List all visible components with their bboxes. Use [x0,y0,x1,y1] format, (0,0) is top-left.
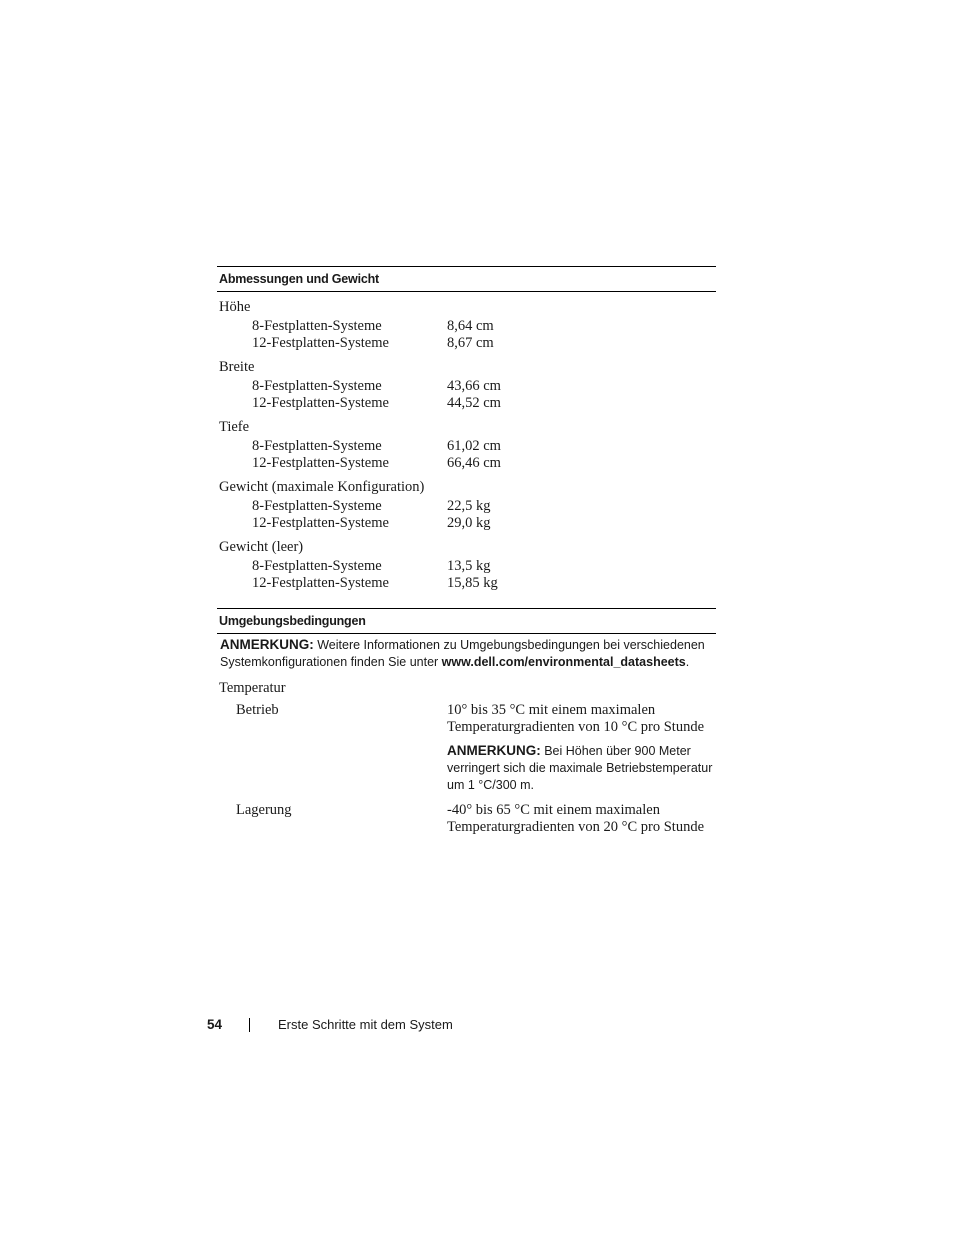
operating-note-text: Bei Höhen über 900 Meter verringert sich die maximale Betriebstemperatur um 1 °C/300 m. [447,744,713,792]
spec-row [217,558,716,575]
spec-row [217,395,716,412]
spec-row [217,498,716,515]
operating-note-label: ANMERKUNG: [447,743,541,758]
footer-divider [249,1018,250,1032]
spec-value: 61,02 cm [447,438,501,454]
dimensions-heading: Abmessungen und Gewicht [217,266,716,292]
note-text: Weitere Informationen zu Umgebungsbedingungen bei verschiedenen Systemkonfigurationen finden Sie unter [220,638,705,669]
spec-value: 8,67 cm [447,335,494,351]
spec-row [217,455,716,472]
spec-row [217,318,716,335]
note-label: ANMERKUNG: [220,637,314,652]
spec-key: 12-Festplatten-Systeme [252,395,389,411]
storage-value: -40° bis 65 °C mit einem maximalen Temperaturgradienten von 20 °C pro Stunde [447,802,704,835]
page-number: 54 [207,1017,223,1032]
spec-key: 12-Festplatten-Systeme [252,335,389,351]
spec-key: 8-Festplatten-Systeme [252,438,382,454]
spec-key: 8-Festplatten-Systeme [252,558,382,574]
spec-key: 8-Festplatten-Systeme [252,318,382,334]
spec-value: 44,52 cm [447,395,501,411]
spec-value: 29,0 kg [447,515,491,531]
footer-title: Erste Schritte mit dem System [278,1017,453,1032]
spec-key: 12-Festplatten-Systeme [252,455,389,471]
spec-key: 8-Festplatten-Systeme [252,378,382,394]
datasheet-link[interactable]: www.dell.com/environmental_datasheets [441,655,686,669]
spec-value: 13,5 kg [447,558,491,574]
spec-row [217,335,716,352]
operating-label: Betrieb [236,702,279,718]
operating-row [217,702,716,794]
spec-row [217,515,716,532]
operating-note [447,742,716,794]
spec-key: 12-Festplatten-Systeme [252,515,389,531]
storage-row [217,802,716,836]
spec-key: 12-Festplatten-Systeme [252,575,389,591]
storage-label: Lagerung [236,802,292,818]
spec-value: 8,64 cm [447,318,494,334]
environment-heading: Umgebungsbedingungen [217,608,716,634]
spec-row [217,378,716,395]
spec-row [217,438,716,455]
group-label-width: Breite [219,359,255,375]
group-label-height: Höhe [219,299,251,315]
spec-row [217,575,716,592]
spec-value: 15,85 kg [447,575,498,591]
environment-note [217,634,716,671]
spec-value: 66,46 cm [447,455,501,471]
note-text-end: . [685,655,690,669]
spec-value: 43,66 cm [447,378,501,394]
group-label-temperature: Temperatur [219,680,286,696]
specifications-table [217,266,716,836]
group-label-weight-max: Gewicht (maximale Konfiguration) [219,479,425,495]
group-label-weight-empty: Gewicht (leer) [219,539,304,555]
group-label-depth: Tiefe [219,419,250,435]
operating-value: 10° bis 35 °C mit einem maximalen Temperaturgradienten von 10 °C pro Stunde [447,702,704,735]
spec-key: 8-Festplatten-Systeme [252,498,382,514]
spec-value: 22,5 kg [447,498,491,514]
